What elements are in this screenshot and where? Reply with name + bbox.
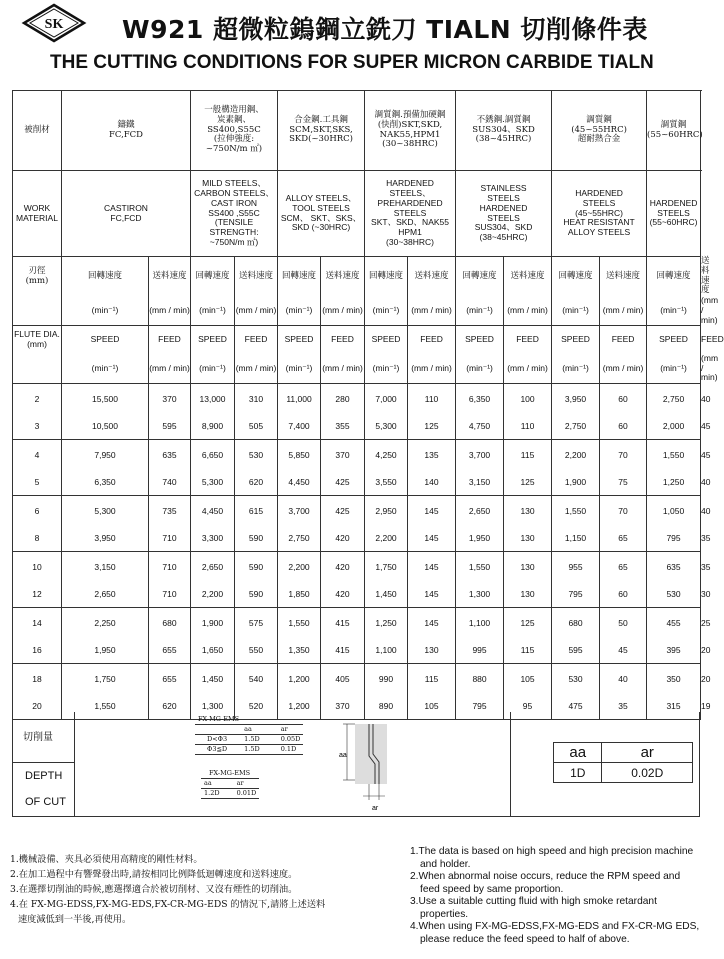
speed-value: 8,900: [191, 415, 235, 440]
table-row: 3 10,500 595 8,900 505 7,400 355 5,300 125 4,750 110 2,750 60 2,000 45: [13, 415, 701, 440]
header: [0, 0, 700, 80]
speed-unit: (min⁻¹): [278, 296, 321, 326]
feed-value: 655: [149, 664, 191, 695]
speed-value: 1,100: [456, 608, 504, 639]
speed-value: 6,650: [191, 440, 235, 471]
material-zh-5: 調質鋼 (45~55HRC) 超耐熱合金: [552, 91, 647, 171]
note-zh-4: 4.在 FX-MG-EDSS,FX-MG-EDS,FX-CR-MG-EDS 的情況下,請將上述送料: [10, 899, 326, 910]
feed-value: 35: [600, 695, 647, 720]
table-row: 12 2,650 710 2,200 590 1,850 420 1,450 145 1,300 130 795 60 530 30: [13, 583, 701, 608]
speed-label-en: SPEED: [365, 326, 408, 354]
feed-unit: (mm / min): [235, 296, 278, 326]
feed-label-en: FEED: [408, 326, 456, 354]
feed-value: 130: [408, 639, 456, 664]
feed-value: 100: [504, 384, 552, 415]
speed-value: 3,150: [456, 471, 504, 496]
speed-value: 1,950: [62, 639, 149, 664]
speed-value: 7,400: [278, 415, 321, 440]
speed-value: 6,350: [62, 471, 149, 496]
speed-value: 530: [647, 583, 701, 608]
feed-label-zh: 送料速度: [149, 257, 191, 297]
speed-value: 1,200: [278, 695, 321, 720]
table-row: 16 1,950 655 1,650 550 1,350 415 1,100 130 995 115 595 45 395 20: [13, 639, 701, 664]
notes-en: [410, 846, 700, 946]
feed-value: 420: [321, 552, 365, 583]
feed-value: 710: [149, 527, 191, 552]
feed-unit: (mm / min): [321, 354, 365, 384]
material-zh-4: 不銹鋼.調質鋼 SUS304、SKD (38~45HRC): [456, 91, 552, 171]
material-en-4: STAINLESS STEELS HARDENED STEELS SUS304、SKD (38~45HRC): [456, 171, 552, 257]
page-title-en: THE CUTTING CONDITIONS FOR SUPER MICRON CARBIDE TIALN: [50, 52, 654, 73]
feed-value: 65: [600, 527, 647, 552]
speed-value: 13,000: [191, 384, 235, 415]
feed-value: 735: [149, 496, 191, 527]
speed-unit: (min⁻¹): [278, 354, 321, 384]
depth-label-cell: [13, 712, 75, 816]
dia-label-zh: 刃徑 (mm): [13, 257, 62, 297]
speed-value: 795: [647, 527, 701, 552]
speed-value: 10,500: [62, 415, 149, 440]
feed-value: 130: [504, 527, 552, 552]
speed-value: 2,200: [552, 440, 600, 471]
feed-unit: (mm / min): [408, 354, 456, 384]
feed-value: 550: [235, 639, 278, 664]
feed-value: 75: [600, 471, 647, 496]
speed-value: 1,100: [365, 639, 408, 664]
feed-value: 130: [504, 496, 552, 527]
material-zh-1: 一般構造用鋼、 炭素鋼、 SS400,S55C (拉伸強度: ~750N/m ㎡): [191, 91, 278, 171]
dia-label-en: FLUTE DIA. (mm): [13, 326, 62, 354]
speed-label-zh: 回轉速度: [191, 257, 235, 297]
feed-value: 310: [235, 384, 278, 415]
speed-label-en: SPEED: [552, 326, 600, 354]
ems-table-2: FX-MG-EMS aa ar 1.2D 0.01D: [201, 768, 259, 799]
speed-value: 2,750: [278, 527, 321, 552]
feed-value: 125: [408, 415, 456, 440]
table-row: 10 3,150 710 2,650 590 2,200 420 1,750 145 1,550 130 955 65 635 35: [13, 552, 701, 583]
feed-value: 520: [235, 695, 278, 720]
speed-value: 3,950: [552, 384, 600, 415]
aa-ar-table: [553, 742, 693, 783]
feed-value: 590: [235, 552, 278, 583]
notes-zh: [10, 852, 380, 927]
note-zh-3: 3.在選擇切削油的時候,應選擇適合於被切削材、又沒有煙性的切削油。: [10, 884, 298, 895]
feed-value: 110: [504, 415, 552, 440]
note-en-2: 2.When abnormal noise occurs, reduce the RPM speed and feed speed by same proportion.: [410, 871, 681, 895]
speed-unit: (min⁻¹): [191, 354, 235, 384]
depth-of-cut-section: [12, 712, 700, 817]
feed-value: 680: [149, 608, 191, 639]
feed-label-zh: 送料速度: [504, 257, 552, 297]
speed-unit: (min⁻¹): [647, 296, 701, 326]
speed-unit: (min⁻¹): [552, 354, 600, 384]
feed-value: 370: [149, 384, 191, 415]
feed-value: 95: [504, 695, 552, 720]
material-zh-6: 調質鋼 (55~60HRC): [647, 91, 701, 171]
speed-unit: (min⁻¹): [456, 296, 504, 326]
speed-value: 3,700: [456, 440, 504, 471]
speed-value: 1,750: [365, 552, 408, 583]
depth-label-en: DEPTH: [25, 770, 63, 782]
feed-unit: (mm / min): [149, 354, 191, 384]
feed-value: 130: [504, 583, 552, 608]
speed-value: 880: [456, 664, 504, 695]
speed-value: 315: [647, 695, 701, 720]
speed-value: 595: [552, 639, 600, 664]
speed-value: 4,250: [365, 440, 408, 471]
speed-label-en: SPEED: [62, 326, 149, 354]
feed-value: 655: [149, 639, 191, 664]
speed-label-en: SPEED: [278, 326, 321, 354]
material-en-0: CASTIRON FC,FCD: [62, 171, 191, 257]
table-row: 18 1,750 655 1,450 540 1,200 405 990 115 880 105 530 40 350 20: [13, 664, 701, 695]
feed-value: 415: [321, 639, 365, 664]
ems-table: FX-MG-EMS aa ar D<Φ3 1.5D 0.05D Φ3≦D 1.5D 0.1D: [195, 714, 303, 755]
note-en-3: 3.Use a suitable cutting fluid with high smoke retardant properties.: [410, 896, 657, 920]
material-en-6: HARDENED STEELS (55~60HRC): [647, 171, 701, 257]
speed-value: 1,150: [552, 527, 600, 552]
feed-value: 420: [321, 527, 365, 552]
speed-value: 1,450: [365, 583, 408, 608]
feed-value: 635: [149, 440, 191, 471]
speed-value: 1,850: [278, 583, 321, 608]
material-en-1: MILD STEELS、 CARBON STEELS、 CAST IRON SS400 ,S55C (TENSILE STRENGTH: ~750N/m ㎡): [191, 171, 278, 257]
feed-value: 710: [149, 552, 191, 583]
flute-dia: 10: [13, 552, 62, 583]
feed-value: 60: [600, 384, 647, 415]
feed-label-zh: 送料速度: [600, 257, 647, 297]
speed-value: 2,950: [365, 496, 408, 527]
depth-label-zh: 切削量: [23, 732, 53, 743]
flute-dia: 5: [13, 471, 62, 496]
feed-value: 710: [149, 583, 191, 608]
speed-value: 890: [365, 695, 408, 720]
feed-value: 420: [321, 583, 365, 608]
speed-value: 1,550: [456, 552, 504, 583]
speed-value: 11,000: [278, 384, 321, 415]
note-en-4: 4.When using FX-MG-EDSS,FX-MG-EDS and FX-CR-MG EDS, please reduce the feed speed to half of above.: [410, 921, 700, 945]
feed-unit: (mm / min): [600, 296, 647, 326]
speed-value: 1,300: [456, 583, 504, 608]
speed-label-zh: 回轉速度: [647, 257, 701, 297]
speed-unit: (min⁻¹): [62, 354, 149, 384]
speed-label-zh: 回轉速度: [365, 257, 408, 297]
speed-value: 1,300: [191, 695, 235, 720]
speed-value: 7,000: [365, 384, 408, 415]
speed-label-en: SPEED: [191, 326, 235, 354]
sk-logo: [22, 3, 86, 43]
speed-value: 5,300: [62, 496, 149, 527]
feed-value: 115: [504, 639, 552, 664]
feed-value: 540: [235, 664, 278, 695]
speed-value: 3,700: [278, 496, 321, 527]
feed-value: 425: [321, 496, 365, 527]
flute-dia: 6: [13, 496, 62, 527]
speed-value: 1,650: [191, 639, 235, 664]
feed-value: 125: [504, 608, 552, 639]
feed-value: 280: [321, 384, 365, 415]
speed-value: 1,950: [456, 527, 504, 552]
ems-caption: FX-MG-EMS: [195, 714, 303, 724]
page-title-zh: W921 超微粒鎢鋼立銑刀 TIALN 切削條件表: [122, 15, 648, 44]
feed-value: 370: [321, 695, 365, 720]
feed-value: 145: [408, 608, 456, 639]
speed-value: 2,750: [552, 415, 600, 440]
speed-value: 5,850: [278, 440, 321, 471]
feed-value: 620: [149, 695, 191, 720]
speed-label-en: SPEED: [456, 326, 504, 354]
speed-value: 4,450: [278, 471, 321, 496]
speed-value: 2,650: [456, 496, 504, 527]
speed-value: 3,950: [62, 527, 149, 552]
feed-value: 60: [600, 415, 647, 440]
speed-value: 1,550: [552, 496, 600, 527]
depth-label-en-2: OF CUT: [25, 796, 66, 808]
feed-value: 45: [600, 639, 647, 664]
feed-value: 595: [149, 415, 191, 440]
speed-value: 955: [552, 552, 600, 583]
speed-label-zh: 回轉速度: [278, 257, 321, 297]
speed-unit: (min⁻¹): [552, 296, 600, 326]
feed-value: 125: [504, 471, 552, 496]
feed-label-en: FEED: [600, 326, 647, 354]
material-zh-2: 合金鋼.工具鋼 SCM,SKT,SKS, SKD(~30HRC): [278, 91, 365, 171]
feed-unit: (mm / min): [235, 354, 278, 384]
note-zh-2: 2.在加工過程中有響聲發出時,請按相同比例降低迴轉速度和送料速度。: [10, 869, 298, 880]
speed-value: 3,300: [191, 527, 235, 552]
feed-label-en: FEED: [321, 326, 365, 354]
material-en-2: ALLOY STEELS、 TOOL STEELS SCM、 SKT、SKS、 SKD (~30HRC): [278, 171, 365, 257]
feed-value: 425: [321, 471, 365, 496]
table-row: 2 15,500 370 13,000 310 11,000 280 7,000 110 6,350 100 3,950 60 2,750 40: [13, 384, 701, 415]
table-row: 5 6,350 740 5,300 620 4,450 425 3,550 140 3,150 125 1,900 75 1,250 40: [13, 471, 701, 496]
note-zh-1: 1.機械設備、夾具必須使用高精度的剛性材料。: [10, 854, 203, 865]
depth-values-cell: [511, 712, 701, 816]
flute-dia: 2: [13, 384, 62, 415]
flute-dia: 4: [13, 440, 62, 471]
speed-unit: (min⁻¹): [365, 354, 408, 384]
feed-value: 590: [235, 583, 278, 608]
depth-diagram-cell: [75, 712, 511, 816]
speed-value: 350: [647, 664, 701, 695]
speed-value: 795: [456, 695, 504, 720]
speed-value: 5,300: [365, 415, 408, 440]
flute-dia: 14: [13, 608, 62, 639]
feed-value: 505: [235, 415, 278, 440]
feed-value: 370: [321, 440, 365, 471]
table-row: 6 5,300 735 4,450 615 3,700 425 2,950 145 2,650 130 1,550 70 1,050 40: [13, 496, 701, 527]
feed-unit: (mm / min): [321, 296, 365, 326]
speed-value: 1,200: [278, 664, 321, 695]
feed-value: 115: [408, 664, 456, 695]
feed-value: 145: [408, 527, 456, 552]
speed-value: 1,250: [365, 608, 408, 639]
feed-value: 405: [321, 664, 365, 695]
feed-unit: (mm / min): [149, 296, 191, 326]
ar-label: ar: [372, 805, 379, 812]
feed-unit: (mm / min): [504, 296, 552, 326]
speed-value: 455: [647, 608, 701, 639]
feed-value: 620: [235, 471, 278, 496]
speed-value: 995: [456, 639, 504, 664]
feed-label-en: FEED: [504, 326, 552, 354]
feed-value: 615: [235, 496, 278, 527]
speed-value: 1,050: [647, 496, 701, 527]
feed-value: 40: [600, 664, 647, 695]
table-row: 20 1,550 620 1,300 520 1,200 370 890 105 795 95 475 35 315 19: [13, 695, 701, 720]
feed-value: 105: [504, 664, 552, 695]
speed-value: 795: [552, 583, 600, 608]
feed-value: 110: [408, 384, 456, 415]
speed-unit: (min⁻¹): [456, 354, 504, 384]
speed-label-zh: 回轉速度: [456, 257, 504, 297]
feed-label-zh: 送料速度: [235, 257, 278, 297]
speed-unit: (min⁻¹): [647, 354, 701, 384]
speed-value: 3,550: [365, 471, 408, 496]
speed-value: 2,200: [278, 552, 321, 583]
speed-value: 1,550: [278, 608, 321, 639]
speed-label-zh: 回轉速度: [552, 257, 600, 297]
feed-value: 145: [408, 496, 456, 527]
speed-label-en: SPEED: [647, 326, 701, 354]
speed-value: 2,200: [365, 527, 408, 552]
feed-value: 140: [408, 471, 456, 496]
feed-value: 415: [321, 608, 365, 639]
ar-header: ar: [602, 743, 693, 763]
speed-value: 4,750: [456, 415, 504, 440]
material-label-en: WORK MATERIAL: [13, 171, 62, 257]
speed-value: 1,550: [62, 695, 149, 720]
aa-label: aa: [339, 752, 347, 759]
material-zh-3: 調質鋼.預備加硬鋼 (快削)SKT,SKD, NAK55,HPM1 (30~38HRC): [365, 91, 456, 171]
flute-dia: 16: [13, 639, 62, 664]
feed-value: 575: [235, 608, 278, 639]
feed-value: 145: [408, 552, 456, 583]
speed-value: 1,550: [647, 440, 701, 471]
material-zh-0: 鑄鐵 FC,FCD: [62, 91, 191, 171]
feed-value: 105: [408, 695, 456, 720]
feed-value: 70: [600, 496, 647, 527]
speed-value: 2,250: [62, 608, 149, 639]
feed-value: 145: [408, 583, 456, 608]
speed-value: 2,650: [191, 552, 235, 583]
feed-unit: (mm / min): [504, 354, 552, 384]
feed-value: 355: [321, 415, 365, 440]
speed-value: 635: [647, 552, 701, 583]
note-en-1: 1.The data is based on high speed and high precision machine and holder.: [410, 846, 694, 870]
speed-value: 6,350: [456, 384, 504, 415]
speed-value: 3,150: [62, 552, 149, 583]
speed-unit: (min⁻¹): [365, 296, 408, 326]
feed-value: 130: [504, 552, 552, 583]
feed-value: 115: [504, 440, 552, 471]
speed-value: 2,000: [647, 415, 701, 440]
speed-value: 530: [552, 664, 600, 695]
flute-dia: 12: [13, 583, 62, 608]
feed-label-zh: 送料速度: [408, 257, 456, 297]
feed-label-en: FEED: [149, 326, 191, 354]
flute-dia: 3: [13, 415, 62, 440]
speed-value: 4,450: [191, 496, 235, 527]
speed-value: 2,200: [191, 583, 235, 608]
feed-label-en: FEED: [235, 326, 278, 354]
speed-value: 15,500: [62, 384, 149, 415]
feed-value: 740: [149, 471, 191, 496]
material-label-zh: 被削材: [13, 91, 62, 171]
aa-header: aa: [554, 743, 602, 763]
table-row: 14 2,250 680 1,900 575 1,550 415 1,250 145 1,100 125 680 50 455 25: [13, 608, 701, 639]
speed-unit: (min⁻¹): [62, 296, 149, 326]
feed-label-zh: 送料速度: [321, 257, 365, 297]
note-zh-4-cont: 速度減低到一半後,再使用。: [18, 914, 132, 925]
speed-value: 1,900: [552, 471, 600, 496]
speed-value: 1,250: [647, 471, 701, 496]
speed-value: 680: [552, 608, 600, 639]
feed-value: 530: [235, 440, 278, 471]
speed-value: 2,650: [62, 583, 149, 608]
speed-value: 7,950: [62, 440, 149, 471]
ems2-caption: FX-MG-EMS: [201, 768, 259, 778]
speed-value: 5,300: [191, 471, 235, 496]
flute-dia: 8: [13, 527, 62, 552]
feed-value: 135: [408, 440, 456, 471]
depth-of-cut-diagram: [333, 716, 413, 814]
feed-value: 70: [600, 440, 647, 471]
speed-value: 395: [647, 639, 701, 664]
feed-value: 65: [600, 552, 647, 583]
material-en-5: HARDENED STEELS (45~55HRC) HEAT RESISTANT ALLOY STEELS: [552, 171, 647, 257]
ar-value: 0.02D: [602, 763, 693, 783]
feed-value: 590: [235, 527, 278, 552]
feed-value: 60: [600, 583, 647, 608]
table-row: 4 7,950 635 6,650 530 5,850 370 4,250 135 3,700 115 2,200 70 1,550 45: [13, 440, 701, 471]
feed-unit: (mm / min): [600, 354, 647, 384]
speed-value: 990: [365, 664, 408, 695]
speed-value: 1,900: [191, 608, 235, 639]
table-row: 8 3,950 710 3,300 590 2,750 420 2,200 145 1,950 130 1,150 65 795 35: [13, 527, 701, 552]
cutting-conditions-table: 被削材 鑄鐵 FC,FCD 一般構造用鋼、 炭素鋼、 SS400,S55C (拉伸強度: ~750N/m ㎡) 合金鋼.工具鋼 SCM,SKT,SKS, SKD(~30HRC) 調質鋼.預備加硬鋼 (快削)SKT,SKD, NAK55,HPM1 (30~38HRC) 不銹鋼.調質鋼 SUS304、SKD (38~45HRC) 調質鋼 (45~55HRC) 超耐熱合金 調質鋼 (55~60HRC) WORK MATERIAL CASTIRON FC,FCD MILD STEELS、 CARBON STEELS、 CAST IRON SS400 ,S55C (TENSILE STRENGTH: ~750N/m ㎡) ALLOY STEELS、 TOOL STEELS SCM、 SKT、SKS、 SKD (~30HRC) HARDENED STEELS、 PREHARDENED STEELS SKT、SKD、NAK55 HPM1 (30~38HRC) STAINLESS STEELS HARDENED STEELS SUS304、SKD (38~45HRC) HARDENED STEELS (45~55HRC) HEAT RESISTANT ALLOY STEELS HARDENED STEELS (55~60HRC) 刃徑 (mm) 回轉速度 送料速度 回轉速度 送料速度 回轉速度 送料速度 回轉速度 送料速度 回轉速度 送料速度 回轉速度 送料速度 回轉速度 送料速度 (min⁻¹) (mm / min) (min⁻¹) (mm / min) (min⁻¹) (mm / min) (min⁻¹) (mm / min) (min⁻¹) (mm / min) (min⁻¹) (mm / min) (min⁻¹) (mm / min) FLUTE DIA. (mm) SPEED FEED SPEED FEED SPEED FEED SPEED FEED SPEED FEED SPEED FEED SPEED FEED (min⁻¹) (mm / min) (min⁻¹) (mm / min) (min⁻¹) (mm / min) (min⁻¹) (mm / min) (min⁻¹) (mm / min) (min⁻¹) (mm / min) (min⁻¹) (mm / min) 2 15,500 370 13,000 310 11,000 280 7,000 110 6,350 100 3,950 60 2,750 40 3 10,500 595 8,900 505 7,400 355 5,300 125 4,750 110 2,750 60 2,000 45 4 7,950 635 6,650 530 5,850 370 4,250 135 3,700 115 2,200 70 1,550 45 5 6,350 740 5,300 620 4,450 425 3,550 140 3,150 125 1,900 75 1,250 40 6 5,300 735 4,450 615 3,700 425 2,950 145 2,650 130 1,550 70 1,050 40 8 3,950 710 3,300 590 2,750 420 2,200 145 1,950 130 1,150 65 795 35 10 3,150 710 2,650 590 2,200 420 1,750 145 1,550 130 955 65 635 35 12 2,650 710 2,200 590 1,850 420 1,450 145 1,300 130 795 60 530 30 14 2,250 680 1,900 575 1,550 415 1,250 145 1,100 125 680 50 455 25 16 1,950 655 1,650 550 1,350 415 1,100 130 995 115 595 45 395 20 18 1,750 655 1,450 540 1,200 405 990 115 880 105 530 40 350 20 20 1,550 620 1,300 520 1,200 370 890 105 795 95 475 35 315 19: [12, 90, 701, 720]
speed-value: 1,450: [191, 664, 235, 695]
feed-unit: (mm / min): [408, 296, 456, 326]
flute-dia: 18: [13, 664, 62, 695]
svg-text:SK: SK: [44, 17, 64, 32]
speed-value: 1,350: [278, 639, 321, 664]
speed-value: 2,750: [647, 384, 701, 415]
speed-label-zh: 回轉速度: [62, 257, 149, 297]
aa-value: 1D: [554, 763, 602, 783]
flute-dia: 20: [13, 695, 62, 720]
speed-value: 475: [552, 695, 600, 720]
feed-value: 50: [600, 608, 647, 639]
material-en-3: HARDENED STEELS、 PREHARDENED STEELS SKT、SKD、NAK55 HPM1 (30~38HRC): [365, 171, 456, 257]
speed-value: 1,750: [62, 664, 149, 695]
speed-unit: (min⁻¹): [191, 296, 235, 326]
